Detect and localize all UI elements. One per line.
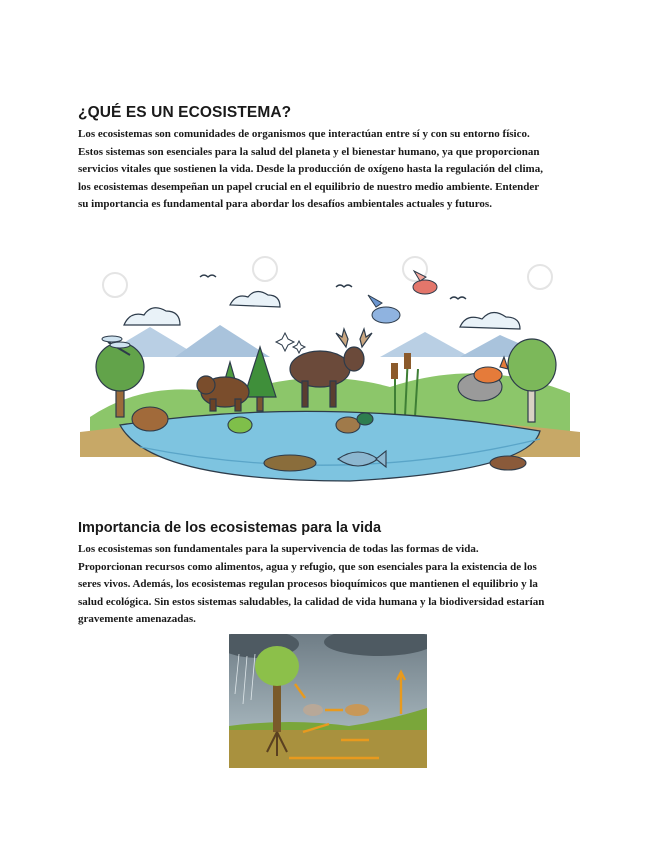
paragraph-line: Estos sistemas son esenciales para la salud del planeta y el bienestar humano, ya que proporcionan [78,145,540,158]
paragraph-line: gravemente amenazadas. [78,613,196,625]
intro-paragraph [78,126,578,214]
paragraph-line: servicios vitales que sostienen la vida. Desde la producción de oxígeno hasta la regulación del clima, [78,163,543,175]
nutrient-cycle-illustration [229,634,427,768]
paragraph-line: Proporcionan recursos como alimentos, agua y refugio, que son esenciales para la existencia de los [78,560,537,573]
pond [120,411,540,481]
section-title-ecosystem: ¿QUÉ ES UN ECOSISTEMA? [78,104,292,121]
paragraph-line: Los ecosistemas son comunidades de organismos que interactúan entre sí y con su entorno físico. [78,128,530,140]
paragraph-line: salud ecológica. Sin estos sistemas saludables, la calidad de vida humana y la biodiversidad estarían [78,595,545,608]
paragraph-line: seres vivos. Además, los ecosistemas regulan procesos bioquímicos que mantienen el equilibrio y la [78,578,538,590]
paragraph-line: Los ecosistemas son fundamentales para la supervivencia de todas las formas de vida. [78,543,479,555]
sparkles [276,333,305,353]
ecosystem-illustration [80,247,580,497]
paragraph-line: su importancia es fundamental para abordar los desafíos ambientales actuales y futuros. [78,198,492,210]
blue-bird [368,295,400,323]
paragraph-line: los ecosistemas desempeñan un papel crucial en el equilibrio de nuestro medio ambiente. Entender [78,180,540,193]
section-title-importance: Importancia de los ecosistemas para la vida [78,520,382,536]
importance-paragraph [78,541,578,629]
soil [229,726,427,768]
watermark-logos [103,257,552,297]
